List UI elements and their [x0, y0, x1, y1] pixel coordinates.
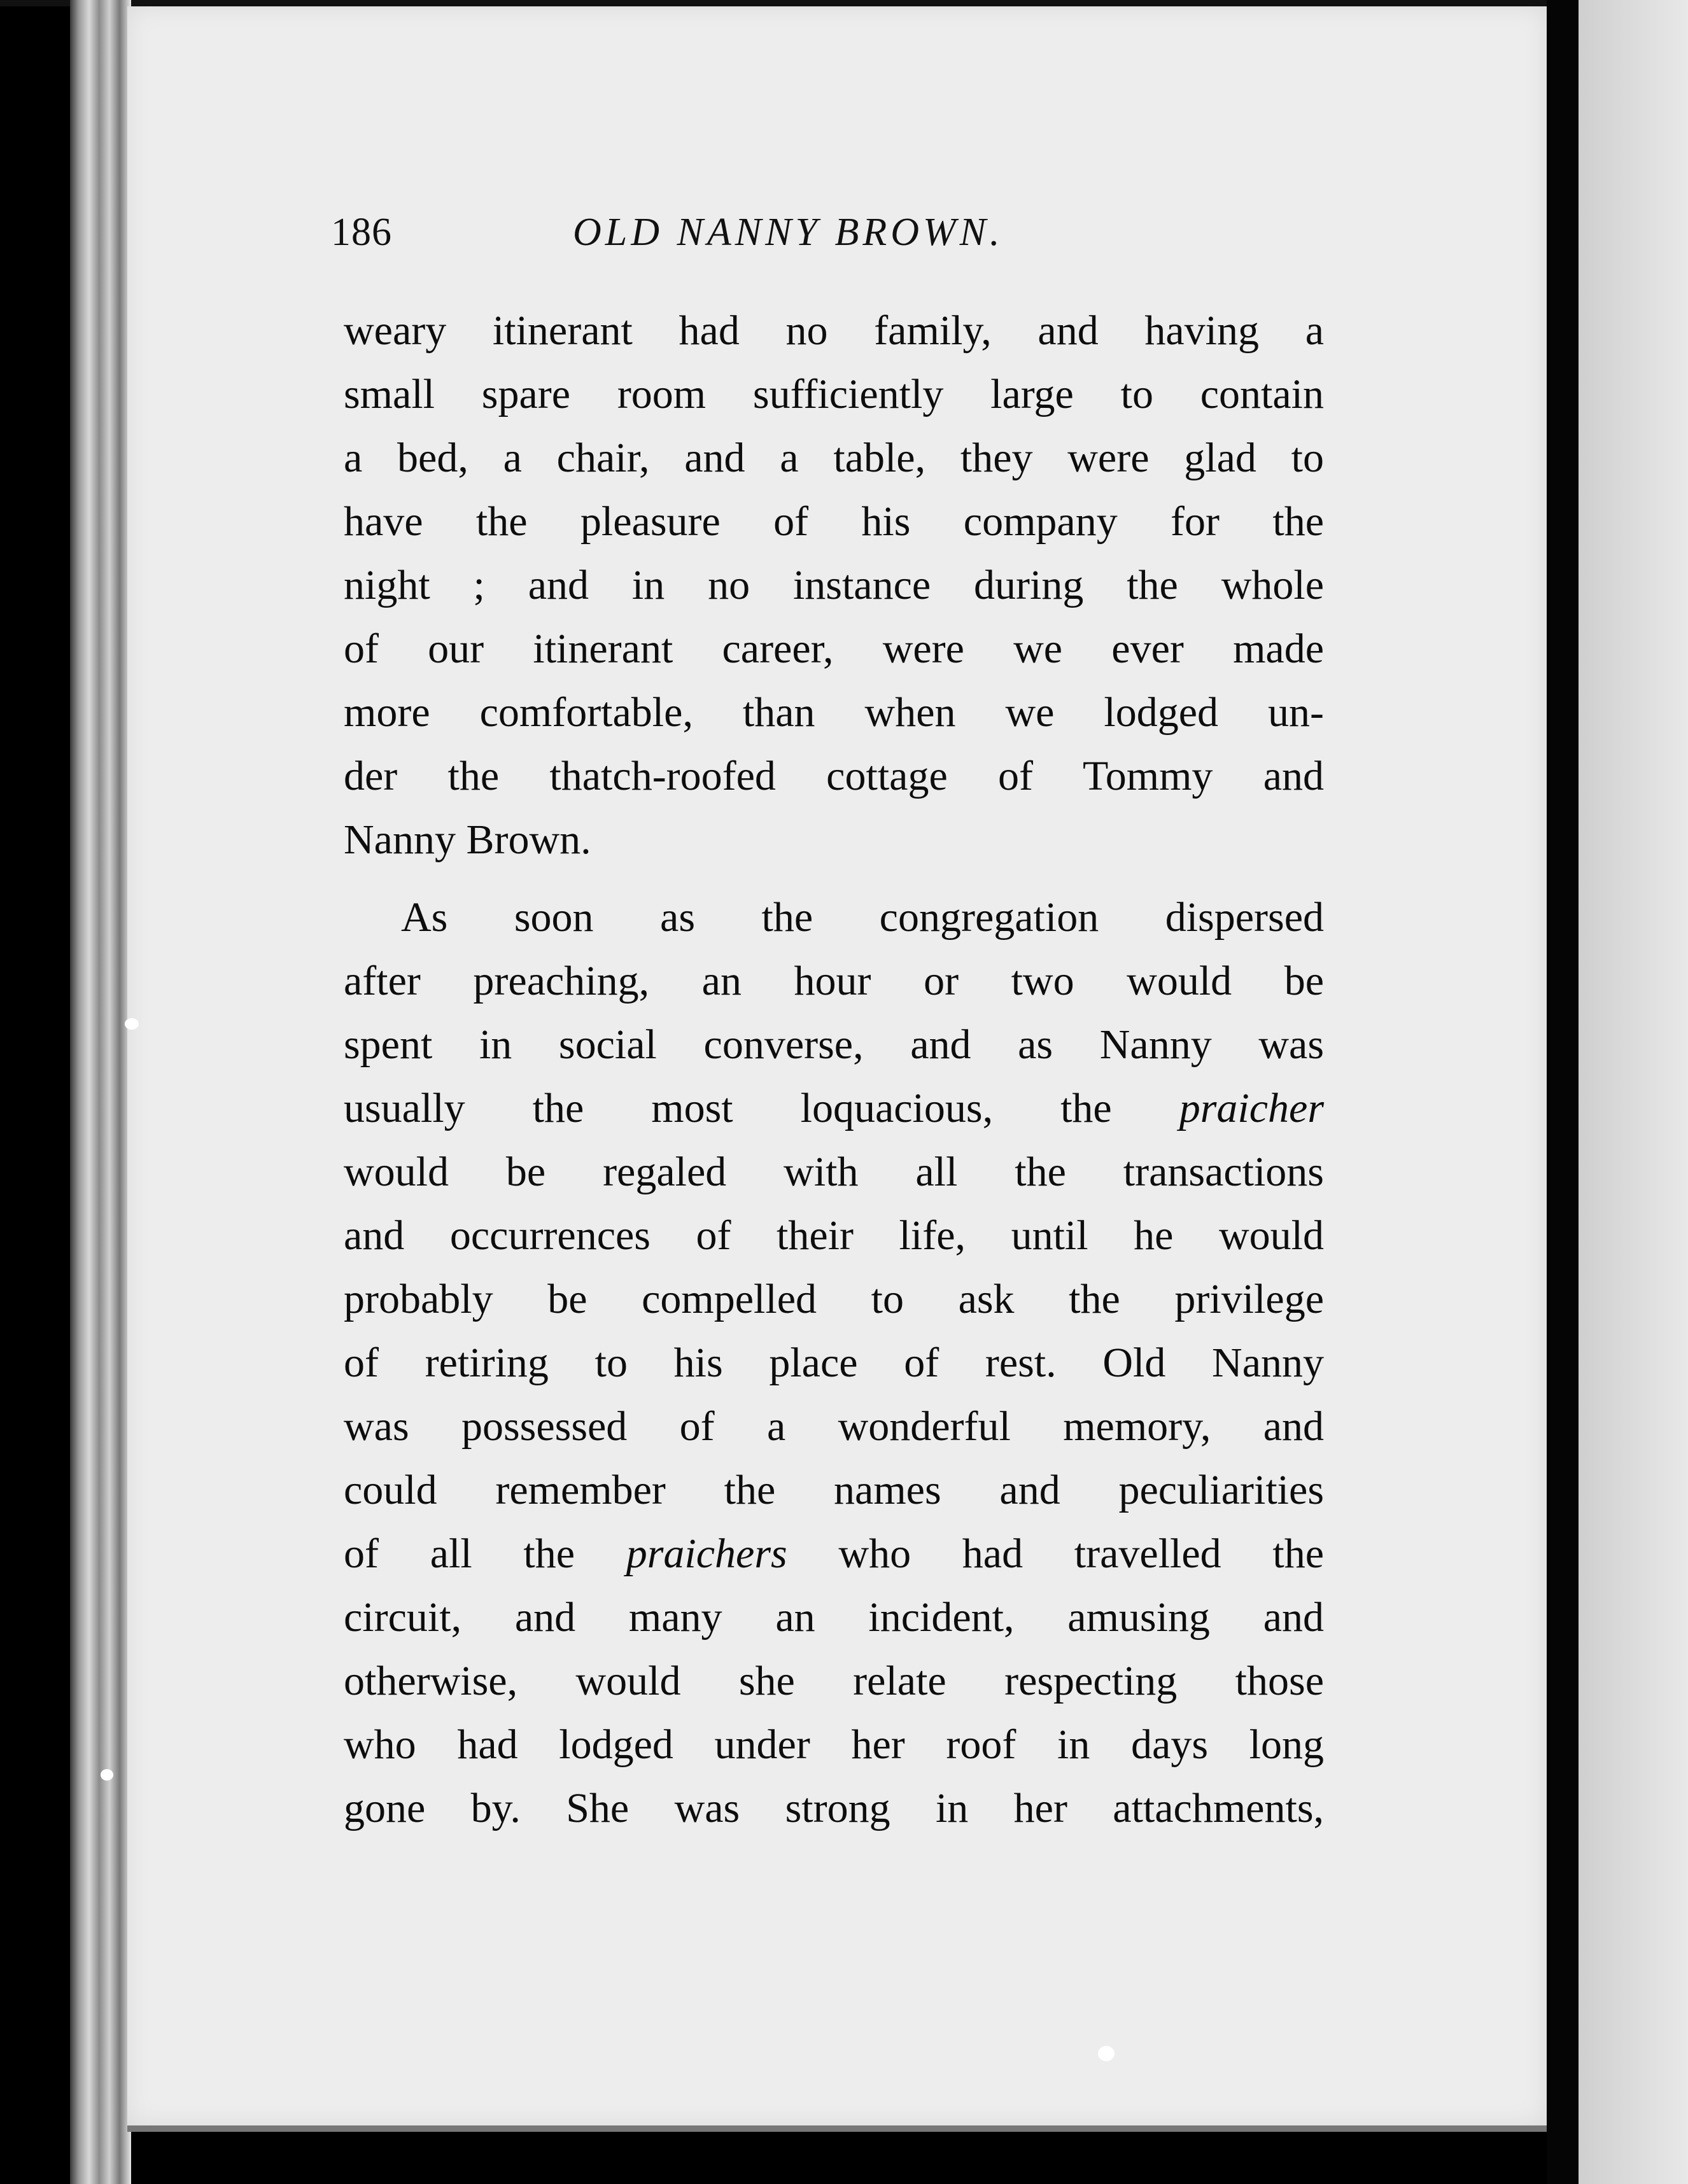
- body-text: [344, 299, 1324, 1840]
- text-line: [344, 1077, 1324, 1140]
- text-line: could remember the names and peculiarities: [344, 1467, 1324, 1513]
- text-line: of our itinerant career, were we ever made: [344, 626, 1324, 672]
- text-line: and occurrences of their life, until he would: [344, 1212, 1324, 1259]
- paragraph: [344, 886, 1324, 1840]
- scan-top-border: [0, 0, 1688, 6]
- text-span: who had travelled the: [787, 1530, 1325, 1577]
- text-line: der the thatch-roofed cottage of Tommy and: [344, 753, 1324, 799]
- page-number: 186: [331, 211, 392, 254]
- text-line: [344, 1522, 1324, 1586]
- paragraph-gap: [344, 872, 1324, 886]
- text-line: would be regaled with all the transactions: [344, 1149, 1324, 1195]
- text-line: otherwise, would she relate respecting those: [344, 1658, 1324, 1704]
- adjacent-page-edge: [1579, 0, 1688, 2184]
- text-line: weary itinerant had no family, and having a: [344, 307, 1324, 354]
- text-line: after preaching, an hour or two would be: [344, 958, 1324, 1004]
- text-line: was possessed of a wonderful memory, and: [344, 1403, 1324, 1450]
- text-line: circuit, and many an incident, amusing and: [344, 1594, 1324, 1641]
- text-line: spent in social converse, and as Nanny was: [344, 1021, 1324, 1068]
- page-gutter-shadow: [1547, 0, 1579, 2184]
- running-title: OLD NANNY BROWN.: [573, 211, 1004, 254]
- page-bottom-edge: [127, 2125, 1547, 2132]
- text-line: As soon as the congregation dispersed: [401, 894, 1324, 941]
- text-line: small spare room sufficiently large to contain: [344, 371, 1324, 417]
- text-line: gone by. She was strong in her attachments,: [344, 1785, 1324, 1831]
- scan-speck: [1098, 2046, 1115, 2061]
- running-header: [331, 210, 1349, 280]
- text-line: night ; and in no instance during the whole: [344, 562, 1324, 608]
- text-span: of all the: [344, 1530, 626, 1577]
- paragraph: [344, 299, 1324, 872]
- text-line: more comfortable, than when we lodged un-: [344, 689, 1324, 736]
- text-line: a bed, a chair, and a table, they were glad to: [344, 435, 1324, 481]
- text-line: probably be compelled to ask the privilege: [344, 1276, 1324, 1322]
- scan-speck: [125, 1018, 139, 1030]
- italic-word: praicher: [1179, 1085, 1324, 1131]
- text-span: usually the most loquacious, the: [344, 1085, 1179, 1131]
- text-line: Nanny Brown.: [344, 816, 591, 863]
- italic-word: praichers: [626, 1530, 787, 1577]
- text-line: have the pleasure of his company for the: [344, 498, 1324, 545]
- book-page-edges: [70, 0, 131, 2184]
- text-line: who had lodged under her roof in days long: [344, 1721, 1324, 1768]
- text-line: of retiring to his place of rest. Old Nanny: [344, 1340, 1324, 1386]
- scan-speck: [101, 1769, 113, 1781]
